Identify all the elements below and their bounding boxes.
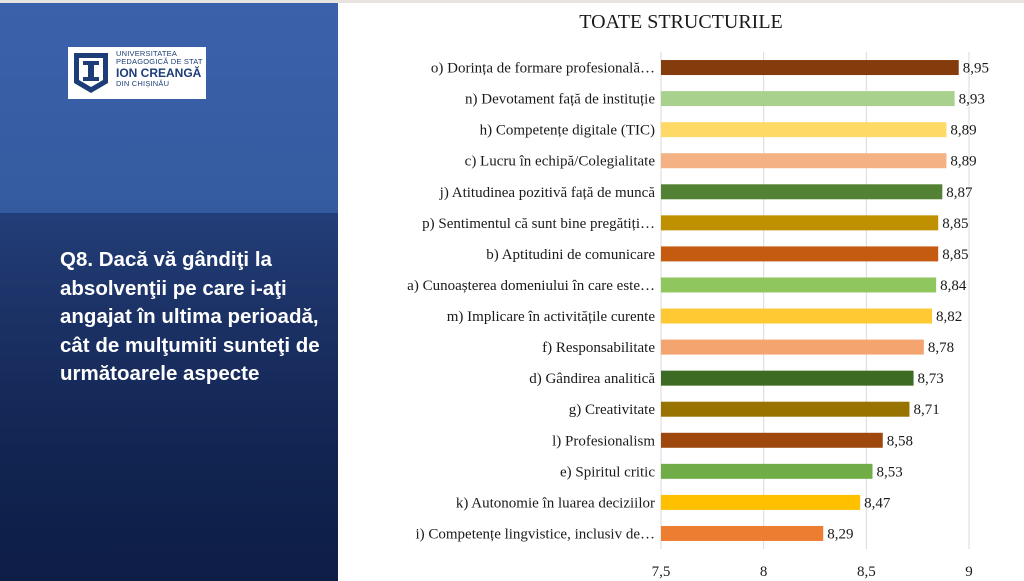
bar	[661, 402, 909, 417]
bar	[661, 122, 946, 137]
data-label: 8,82	[936, 309, 963, 326]
category-label: j) Atitudinea pozitivă față de muncă	[439, 184, 655, 201]
bar-chart	[338, 0, 1024, 581]
data-label: 8,78	[927, 340, 955, 357]
category-label: k) Autonomie în luarea deciziilor	[455, 495, 655, 512]
x-tick-label: 8,5	[856, 564, 876, 580]
bar	[661, 60, 959, 75]
data-label: 8,89	[950, 122, 977, 139]
category-label: n) Devotament față de instituție	[465, 91, 655, 108]
bar	[661, 340, 924, 355]
bar	[661, 526, 823, 541]
university-emblem-icon	[72, 51, 110, 95]
side-panel	[0, 3, 338, 581]
data-label: 8,85	[942, 246, 969, 263]
x-tick-label: 8	[759, 564, 768, 580]
x-tick-label: 7,5	[651, 564, 671, 580]
logo-line-4: DIN CHIȘINĂU	[116, 79, 170, 89]
bar	[661, 184, 942, 199]
bar	[661, 309, 932, 324]
question-text: Q8. Dacă vă gândiţi la absolvenţii pe care i-aţi angajat în ultima perioadă, cât de mulţumiti sunteţi de următoarele aspecte	[60, 248, 320, 385]
data-label: 8,58	[886, 433, 914, 450]
x-tick-label: 9	[965, 564, 973, 580]
bar	[661, 246, 938, 261]
bar	[661, 433, 883, 448]
data-label: 8,84	[940, 277, 967, 294]
data-label: 8,47	[864, 495, 891, 512]
logo-text	[116, 50, 203, 88]
category-label: f) Responsabilitate	[542, 340, 655, 357]
data-label: 8,71	[913, 402, 940, 419]
data-label: 8,73	[917, 371, 944, 388]
chart-title: TOATE STRUCTURILE	[579, 11, 783, 33]
category-label: g) Creativitate	[568, 402, 655, 419]
bar	[661, 91, 955, 106]
category-label: b) Aptitudini de comunicare	[486, 246, 655, 263]
bar	[661, 464, 872, 479]
category-label: a) Cunoașterea domeniului în care este…	[407, 277, 655, 294]
category-label: p) Sentimentul că sunt bine pregătiți…	[422, 215, 655, 232]
logo-line-2: PEDAGOGICĂ DE STAT	[116, 56, 203, 66]
bar	[661, 153, 946, 168]
bar	[661, 371, 914, 386]
bar	[661, 277, 936, 292]
data-label: 8,95	[962, 60, 989, 77]
bar	[661, 215, 938, 230]
data-label: 8,53	[876, 464, 903, 481]
category-label: e) Spiritul critic	[560, 464, 655, 481]
data-label: 8,93	[958, 91, 985, 108]
category-label: h) Competențe digitale (TIC)	[479, 122, 655, 139]
bar	[661, 495, 860, 510]
category-label: m) Implicare în activitățile curente	[446, 309, 655, 326]
logo-line-1: UNIVERSITATEA	[116, 49, 178, 58]
data-label: 8,85	[942, 215, 969, 232]
university-logo	[68, 47, 206, 99]
category-label: l) Profesionalism	[552, 433, 655, 450]
logo-line-3: ION CREANGĂ	[116, 65, 202, 80]
category-label: d) Gândirea analitică	[529, 371, 655, 388]
category-label: i) Competențe lingvistice, inclusiv de…	[415, 526, 655, 543]
data-label: 8,29	[827, 526, 854, 543]
data-label: 8,87	[946, 184, 973, 201]
category-label: o) Dorința de formare profesională…	[430, 60, 655, 77]
data-label: 8,89	[950, 153, 977, 170]
category-label: c) Lucru în echipă/Colegialitate	[464, 153, 655, 170]
